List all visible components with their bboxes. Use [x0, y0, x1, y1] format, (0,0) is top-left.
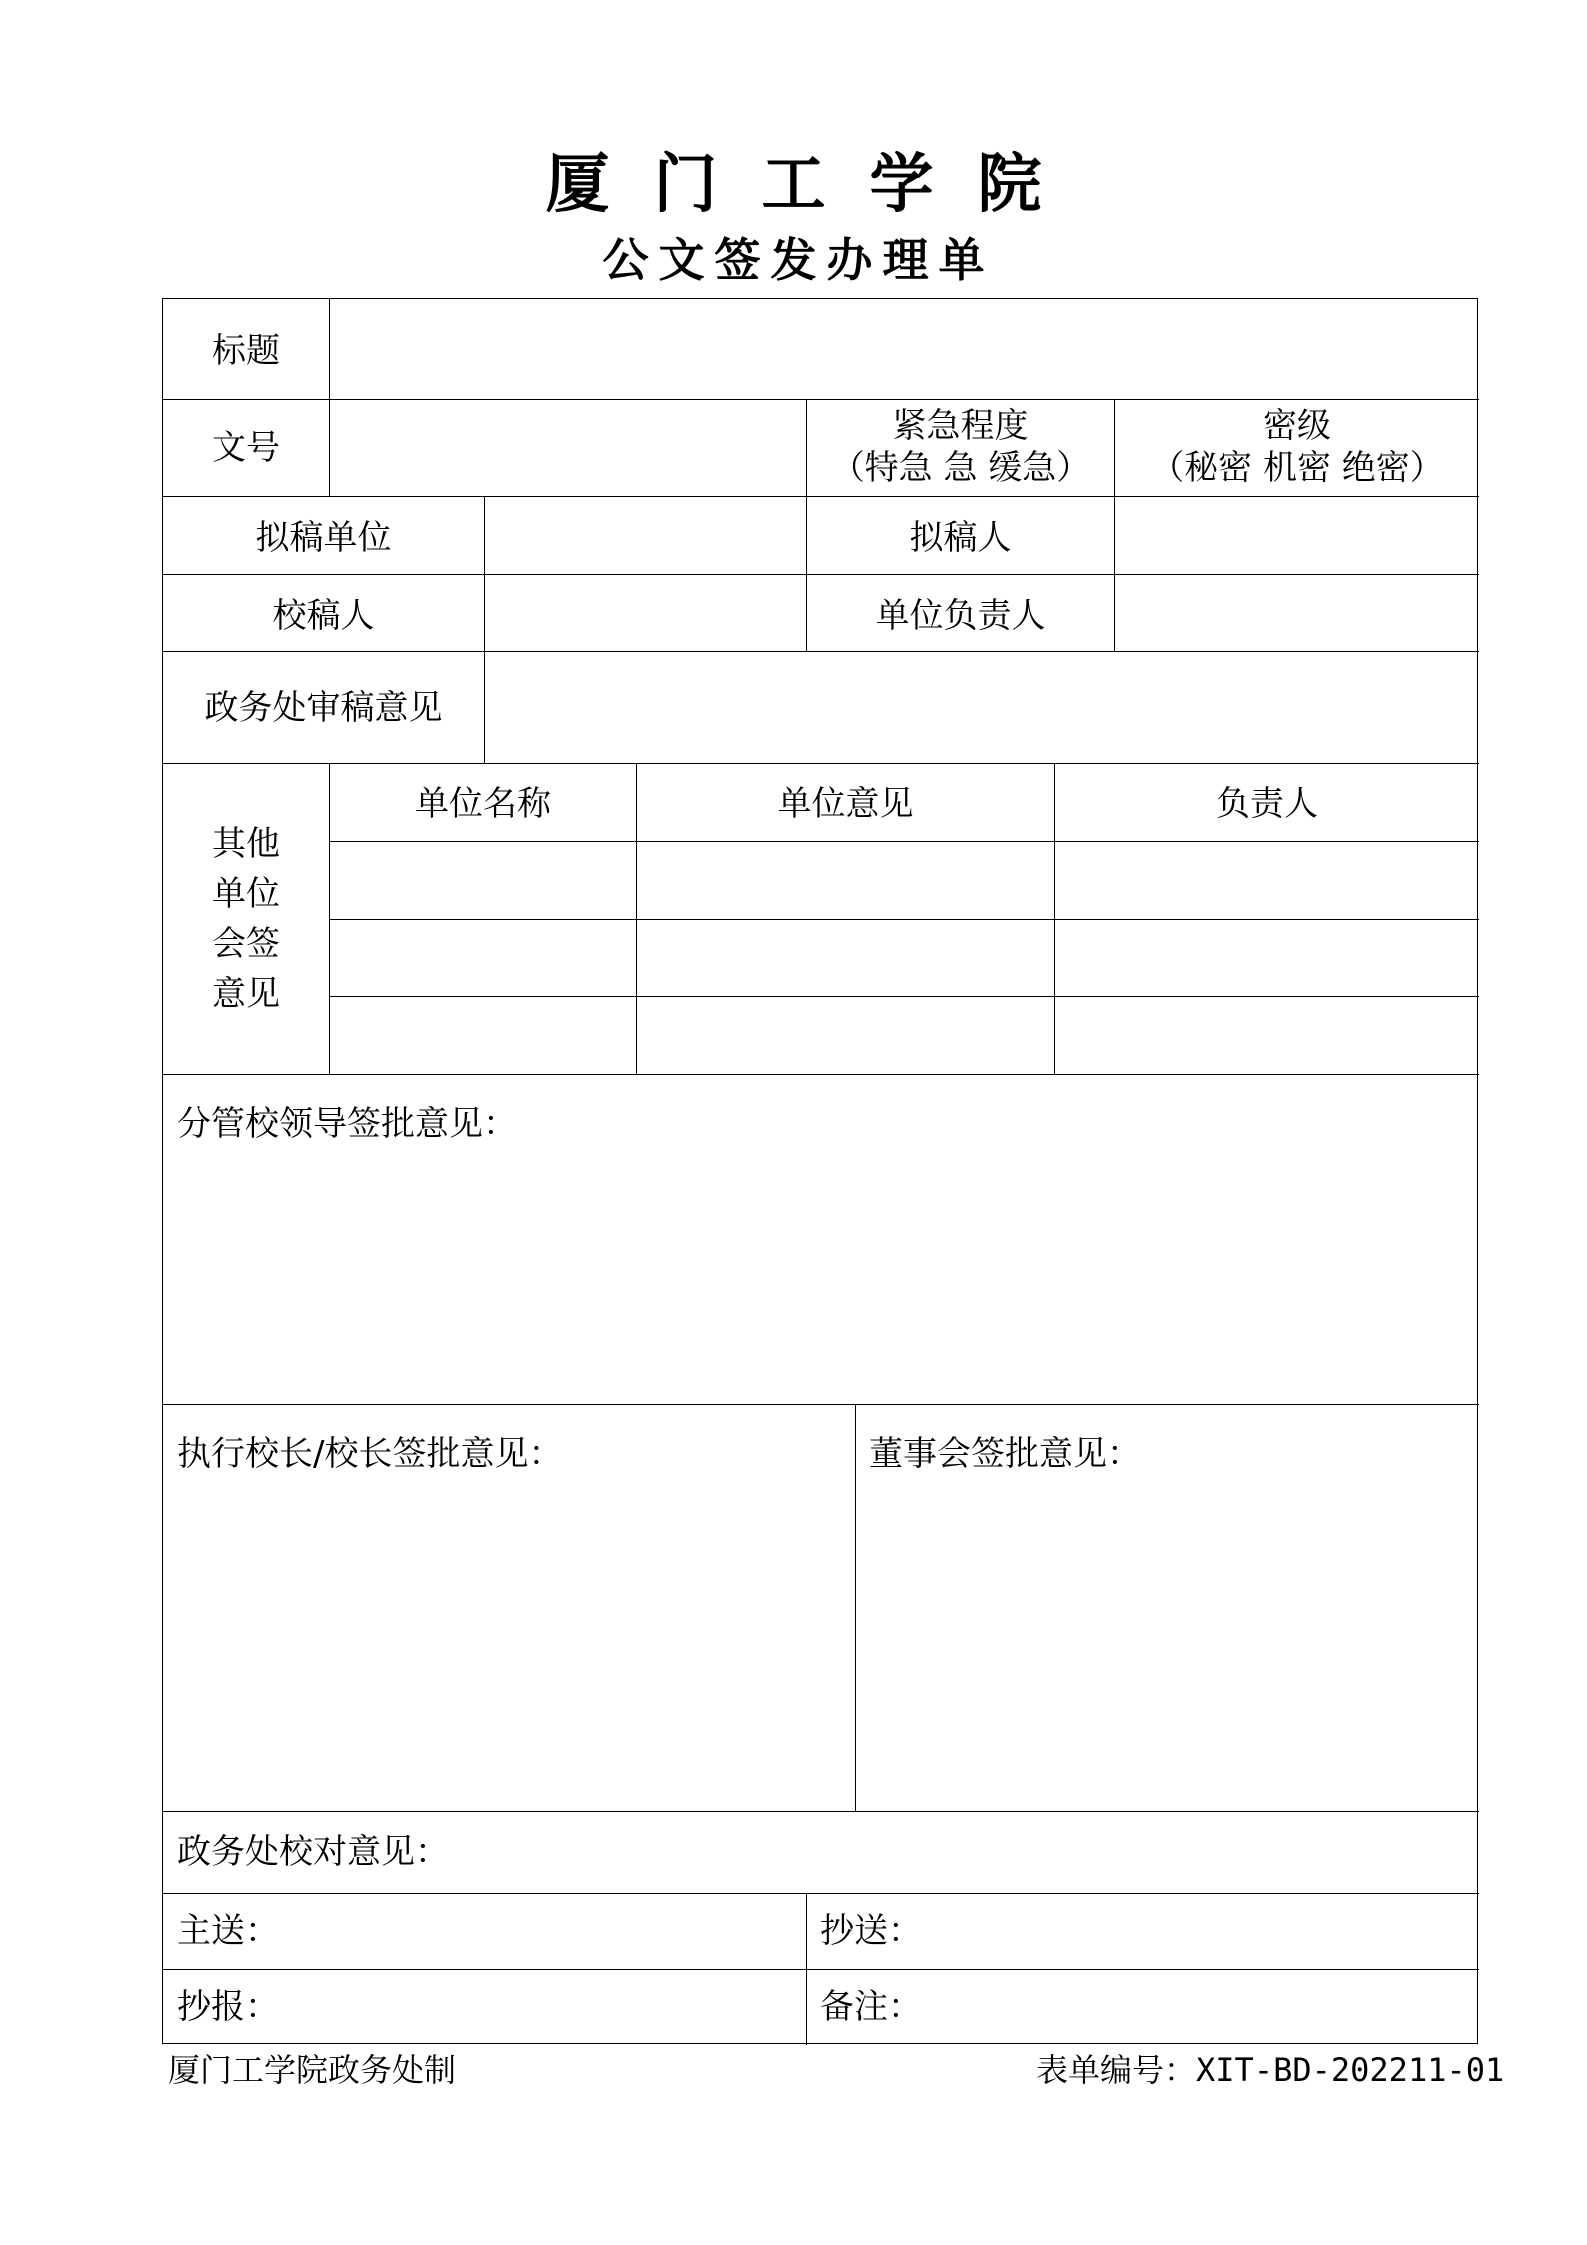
drafter-label: 拟稿人: [909, 518, 1012, 558]
school-name-title: 厦门工学院: [545, 147, 1086, 222]
board-approval-label: 董事会签批意见：: [869, 1434, 1141, 1474]
title-field[interactable]: [330, 299, 1479, 399]
president-approval-field[interactable]: [163, 1479, 855, 1811]
countersign-label: 其他 单位 会签 意见: [212, 824, 280, 1014]
unit-head-field[interactable]: [1115, 575, 1479, 651]
leader-approval-label: 分管校领导签批意见：: [177, 1104, 517, 1144]
unit-head-label: 单位负责人: [875, 596, 1046, 636]
countersign-row-3-responsible[interactable]: [1055, 997, 1479, 1074]
board-approval-field[interactable]: [856, 1479, 1479, 1811]
secrecy-label: 密级: [1263, 406, 1331, 446]
drafting-unit-label: 拟稿单位: [255, 518, 392, 558]
drafter-field[interactable]: [1115, 497, 1479, 574]
proofreader-field[interactable]: [485, 575, 806, 651]
gov-affairs-review-field[interactable]: [485, 652, 1479, 763]
countersign-row-1-unit-name[interactable]: [330, 842, 636, 919]
countersign-row-1-opinion[interactable]: [637, 842, 1054, 919]
countersign-row-3-opinion[interactable]: [637, 997, 1054, 1074]
countersign-row-1-responsible[interactable]: [1055, 842, 1479, 919]
column-header-unit-name: 单位名称: [415, 784, 551, 824]
form-number-label: 表单编号：: [1036, 2051, 1197, 2089]
remarks-label: 备注：: [820, 1987, 922, 2027]
title-label: 标题: [212, 331, 280, 371]
urgency-label: 紧急程度: [892, 406, 1029, 446]
form-name-subtitle: 公文签发办理单: [602, 233, 995, 287]
column-header-responsible-person: 负责人: [1216, 784, 1318, 824]
issuer-footer: 厦门工学院政务处制: [168, 2051, 457, 2089]
main-send-label: 主送：: [177, 1911, 279, 1951]
document-approval-form: [162, 298, 1478, 2044]
doc-number-label: 文号: [212, 428, 280, 468]
column-header-unit-opinion: 单位意见: [777, 784, 914, 824]
countersign-row-2-responsible[interactable]: [1055, 920, 1479, 996]
proofreader-label: 校稿人: [272, 596, 375, 636]
doc-number-field[interactable]: [330, 400, 806, 496]
form-number-footer: [1036, 2048, 1504, 2092]
drafting-unit-field[interactable]: [485, 497, 806, 574]
gov-affairs-review-label: 政务处审稿意见: [204, 688, 443, 728]
president-approval-label: 执行校长/校长签批意见：: [177, 1434, 563, 1474]
secrecy-options: （秘密 机密 绝密）: [1150, 448, 1444, 488]
countersign-row-2-unit-name[interactable]: [330, 920, 636, 996]
form-number-value: XIT-BD-202211-01: [1196, 2051, 1505, 2089]
urgency-options: （特急 急 缓急）: [830, 448, 1091, 488]
cc-label: 抄送：: [820, 1911, 922, 1951]
report-label: 抄报：: [177, 1987, 279, 2027]
leader-approval-field[interactable]: [163, 1149, 1479, 1404]
gov-proofread-label: 政务处校对意见：: [177, 1832, 449, 1872]
countersign-row-2-opinion[interactable]: [637, 920, 1054, 996]
countersign-row-3-unit-name[interactable]: [330, 997, 636, 1074]
